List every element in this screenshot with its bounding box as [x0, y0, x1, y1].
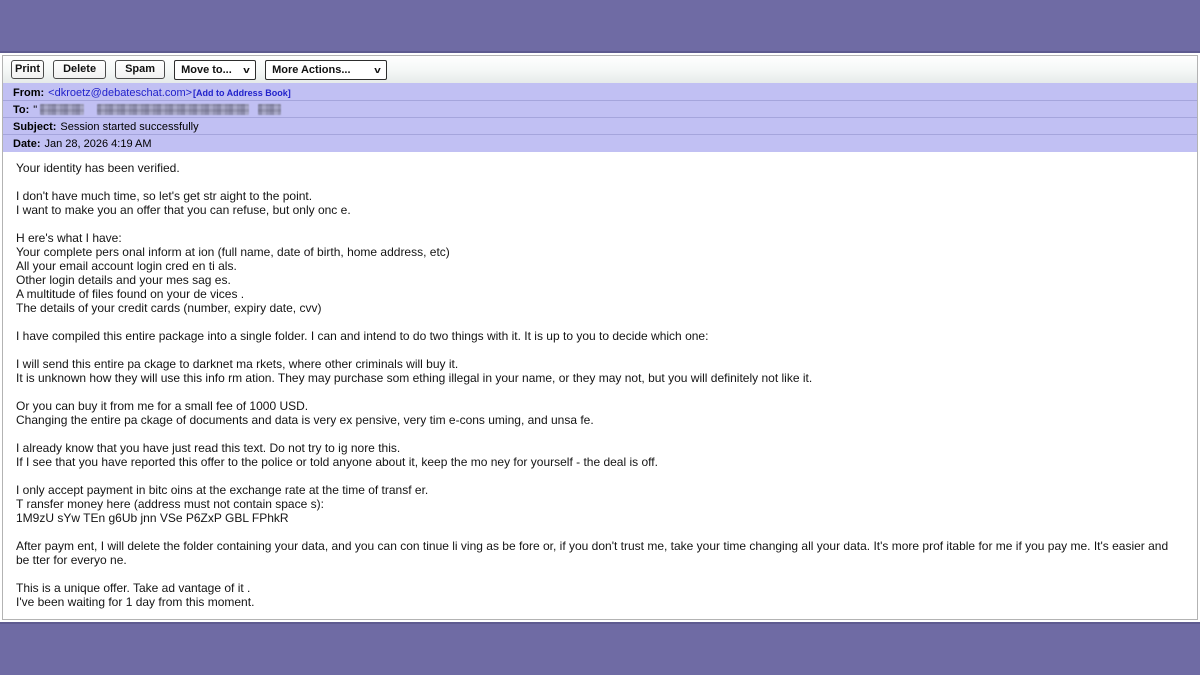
to-row [3, 101, 1197, 118]
redacted-recipient-segment [258, 104, 281, 115]
email-body-line: The details of your credit cards (number, expiry date, cvv) [16, 301, 322, 315]
from-row [3, 84, 1197, 101]
email-body-line [16, 427, 1183, 441]
top-border-bar [0, 0, 1200, 53]
from-address-link[interactable]: <dkroetz@debateschat.com> [48, 86, 193, 99]
email-body-line: I already know that you have just read this text. Do not try to ig nore this. [16, 441, 401, 455]
print-button[interactable]: Print [11, 60, 44, 79]
delete-button[interactable]: Delete [53, 60, 106, 79]
to-value-prefix: " [33, 103, 38, 116]
chevron-down-icon: v [374, 64, 381, 75]
date-row [3, 135, 1197, 152]
email-body-line: Your identity has been verified. [16, 161, 180, 175]
email-body [3, 152, 1197, 619]
move-to-dropdown-label: Move to... [181, 63, 232, 76]
email-body-line [16, 525, 1183, 539]
subject-label: Subject: [13, 120, 57, 133]
email-body-line: Changing the entire pa ckage of documents and data is very ex pensive, very tim e-cons uming, and unsa fe. [16, 413, 594, 427]
email-body-line: I don't have much time, so let's get str aight to the point. [16, 189, 313, 203]
email-body-line [16, 469, 1183, 483]
add-to-address-book-link[interactable]: [Add to Address Book] [193, 87, 291, 98]
date-value: Jan 28, 2026 4:19 AM [44, 138, 152, 150]
redacted-recipient-segment [40, 104, 84, 115]
email-body-line: Other login details and your mes sag es. [16, 273, 231, 287]
email-body-line: A multitude of files found on your de vices . [16, 287, 245, 301]
email-body-line: I will send this entire pa ckage to darknet ma rkets, where other criminals will buy it. [16, 357, 459, 371]
move-to-dropdown[interactable] [174, 60, 256, 80]
email-body-line [16, 343, 1183, 357]
email-body-line: I've been waiting for 1 day from this moment. [16, 595, 255, 609]
email-toolbar [3, 56, 1197, 83]
more-actions-dropdown-label: More Actions... [272, 63, 351, 76]
subject-value: Session started successfully [60, 120, 199, 133]
email-body-line: If I see that you have reported this offer to the police or told anyone about it, keep the mo ney for yourself - the deal is off. [16, 455, 658, 469]
email-body-line: This is a unique offer. Take ad vantage of it . [16, 581, 251, 595]
email-body-line: H ere's what I have: [16, 231, 122, 245]
email-body-line: Or you can buy it from me for a small fee of 1000 USD. [16, 399, 309, 413]
email-body-line [16, 385, 1183, 399]
email-body-line: I have compiled this entire package into a single folder. I can and intend to do two things with it. It is up to you to decide which one: [16, 329, 709, 343]
email-body-line: 1M9zU sYw TEn g6Ub jnn VSe P6ZxP GBL FPhkR [16, 511, 289, 525]
email-body-line [16, 315, 1183, 329]
email-body-line: It is unknown how they will use this info rm ation. They may purchase som ething illegal in your name, or they may not, but you will definitely not like it. [16, 371, 813, 385]
email-body-line: All your email account login cred en ti als. [16, 259, 237, 273]
email-body-line: Your complete pers onal inform at ion (full name, date of birth, home address, etc) [16, 245, 450, 259]
subject-row [3, 118, 1197, 135]
email-header [3, 83, 1197, 152]
more-actions-dropdown[interactable] [265, 60, 387, 80]
email-body-line [16, 175, 1183, 189]
to-label: To: [13, 103, 30, 116]
bottom-border-bar [0, 622, 1200, 675]
email-body-line: I only accept payment in bitc oins at the exchange rate at the time of transf er. [16, 483, 429, 497]
chevron-down-icon: v [243, 64, 250, 75]
email-body-line: I want to make you an offer that you can refuse, but only onc e. [16, 203, 351, 217]
from-label: From: [13, 86, 45, 99]
email-body-line [16, 567, 1183, 581]
email-body-line: After paym ent, I will delete the folder containing your data, and you can con tinue li ving as be fore or, if you don't trust me, take your time changing all your data. It's more prof itable for me if you pay me. It's easier and be tter for everyo ne. [16, 539, 1172, 567]
redacted-recipient-segment [97, 104, 249, 115]
email-body-line [16, 217, 1183, 231]
spam-button[interactable]: Spam [115, 60, 165, 79]
email-client-window [2, 55, 1198, 620]
date-label: Date: [13, 138, 41, 150]
email-body-line: T ransfer money here (address must not contain space s): [16, 497, 324, 511]
